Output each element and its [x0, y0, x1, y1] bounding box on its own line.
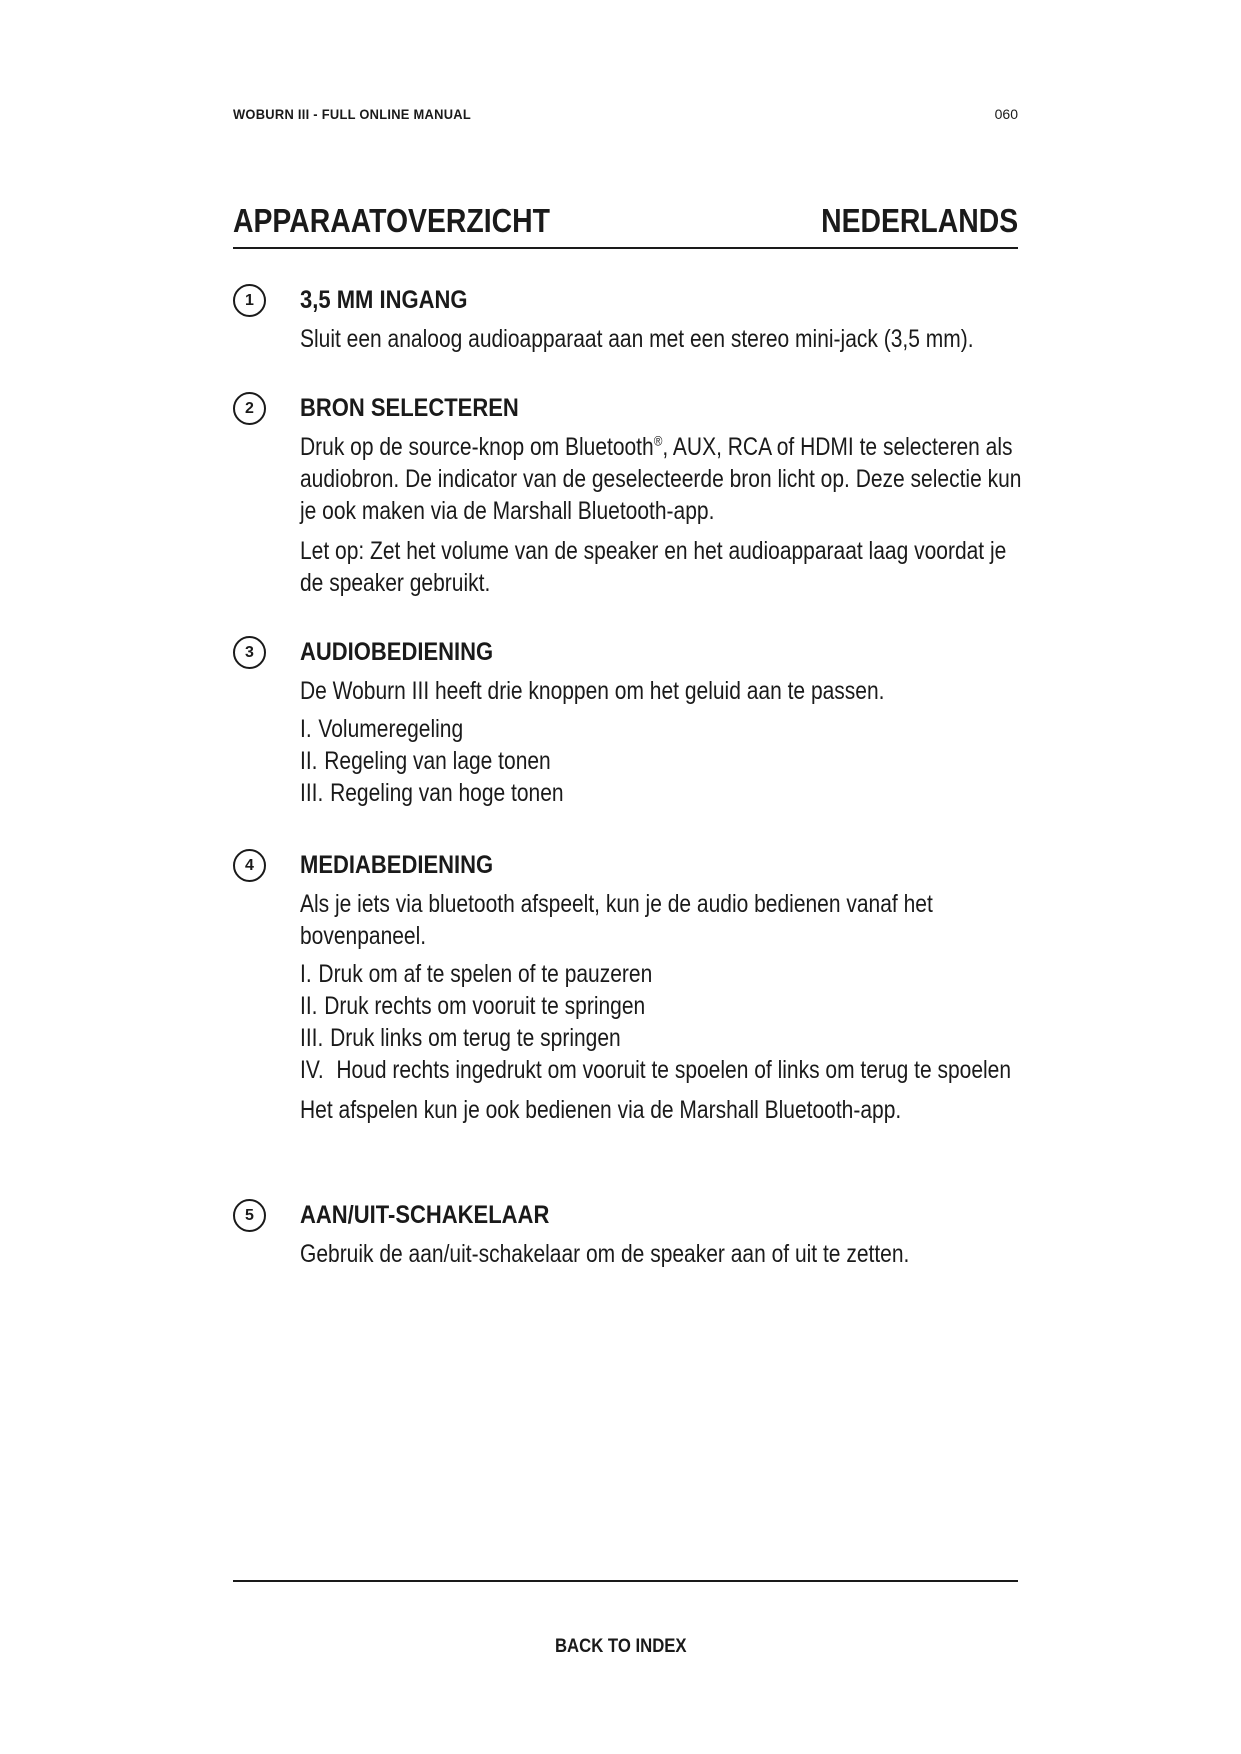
- section-note: Het afspelen kun je ook bedienen via de Marshall Bluetooth-app.: [300, 1096, 902, 1124]
- bottom-divider: [233, 1580, 1018, 1582]
- page-number: 060: [994, 106, 1018, 122]
- section-title: MEDIABEDIENING: [300, 851, 494, 879]
- control-list: [300, 713, 1030, 809]
- back-to-index-link[interactable]: BACK TO INDEX: [554, 1636, 687, 1657]
- list-item: III. Druk links om terug te springen: [300, 1024, 621, 1052]
- section-number-badge: 4: [233, 849, 266, 882]
- footer: [0, 1636, 1241, 1658]
- list-item: IV. Houd rechts ingedrukt om vooruit te spoelen of links om terug te spoelen: [300, 1056, 1012, 1084]
- section-note: Let op: Zet het volume van de speaker en het audioapparaat laag voordat je de speaker gebruikt.: [300, 537, 1007, 597]
- section-number-badge: 1: [233, 284, 266, 317]
- section-text: De Woburn III heeft drie knoppen om het geluid aan te passen.: [300, 677, 885, 705]
- list-item: II. Druk rechts om vooruit te springen: [300, 992, 646, 1020]
- section-number-badge: 2: [233, 392, 266, 425]
- section-title: BRON SELECTEREN: [300, 394, 519, 422]
- manual-title: WOBURN III - FULL ONLINE MANUAL: [233, 106, 471, 122]
- registered-mark: ®: [653, 432, 663, 449]
- section-text: Gebruik de aan/uit-schakelaar om de speaker aan of uit te zetten.: [300, 1240, 910, 1268]
- page-title-row: [233, 196, 1018, 240]
- section-text: Druk op de source-knop om Bluetooth®, AUX, RCA of HDMI te selecteren als audiobron. De indicator van de geselecteerde bron licht op. Deze selectie kun je ook maken via de Marshall Bluetooth-app.: [300, 432, 1022, 525]
- section-title: AAN/UIT-SCHAKELAAR: [300, 1201, 550, 1229]
- language-label: NEDERLANDS: [820, 202, 1018, 239]
- list-item: I. Druk om af te spelen of te pauzeren: [300, 960, 653, 988]
- section-text: Sluit een analoog audioapparaat aan met een stereo mini-jack (3,5 mm).: [300, 325, 974, 353]
- list-item: II. Regeling van lage tonen: [300, 747, 551, 775]
- section-title: AUDIOBEDIENING: [300, 638, 494, 666]
- section-title: 3,5 MM INGANG: [300, 286, 468, 314]
- page-title: APPARAATOVERZICHT: [233, 202, 550, 239]
- top-divider: [233, 247, 1018, 249]
- section-number-badge: 5: [233, 1199, 266, 1232]
- control-list: [300, 958, 1030, 1086]
- list-item: III. Regeling van hoge tonen: [300, 779, 564, 807]
- section-text: Als je iets via bluetooth afspeelt, kun je de audio bedienen vanaf het bovenpaneel.: [300, 890, 933, 950]
- list-item: I. Volumeregeling: [300, 715, 464, 743]
- section-number-badge: 3: [233, 636, 266, 669]
